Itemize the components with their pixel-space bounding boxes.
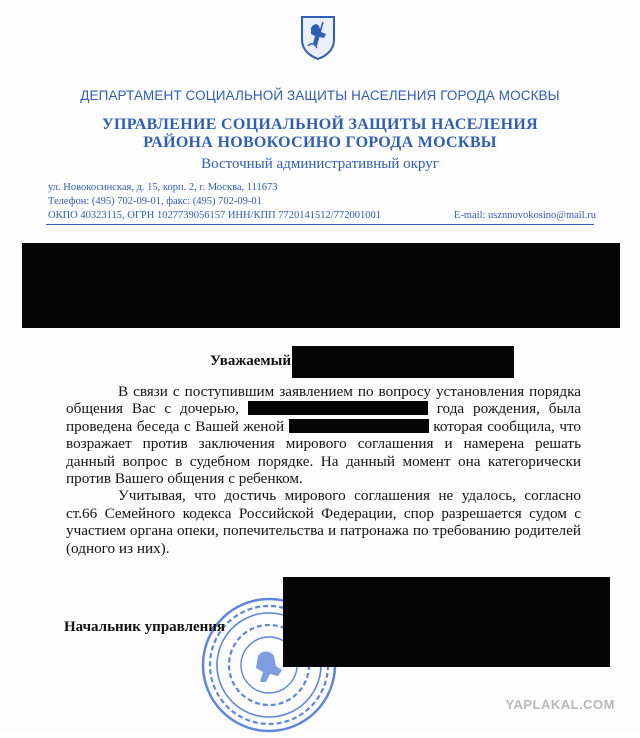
moscow-coat-of-arms-icon	[299, 14, 337, 60]
directorate-name-line1: УПРАВЛЕНИЕ СОЦИАЛЬНОЙ ЗАЩИТЫ НАСЕЛЕНИЯ	[101, 116, 539, 133]
paragraph-1-part-c: которая сообщила, что возражает против заключения мирового соглашения и намерена решать данный вопрос в судебном порядке. На данный момент она категорически против Вашего общения с ребенком.	[66, 417, 582, 488]
redacted-signer-name	[283, 577, 610, 667]
phone-line: Телефон: (495) 702-09-01, факс: (495) 702-09-01	[48, 196, 262, 207]
paragraph-1-part-a: В связи с поступившим заявлением по вопросу установления порядка общения Вас с дочерью,	[66, 383, 581, 418]
email-line: E-mail: usznnovokosino@mail.ru	[453, 210, 596, 221]
district-name: Восточный административный округ	[201, 156, 439, 172]
registry-line: ОКПО 40323115, ОГРН 1027739056157 ИНН/КПП 7720141512/772001001	[48, 210, 381, 221]
redacted-inline	[248, 401, 428, 415]
paragraph-1	[66, 383, 581, 487]
redacted-inline	[289, 419, 429, 433]
signer-title: Начальник управления	[64, 619, 226, 635]
site-watermark: YAPLAKAL.COM	[505, 697, 615, 712]
letter-body	[66, 383, 581, 557]
redacted-recipient-block	[22, 243, 620, 328]
directorate-name-line2: РАЙОНА НОВОКОСИНО ГОРОДА МОСКВЫ	[143, 134, 497, 151]
address-line: ул. Новокосинская, д. 15, корп. 2, г. Москва, 111673	[48, 182, 278, 193]
greeting: Уважаемый	[210, 353, 291, 369]
department-name: ДЕПАРТАМЕНТ СОЦИАЛЬНОЙ ЗАЩИТЫ НАСЕЛЕНИЯ ГОРОДА МОСКВЫ	[80, 88, 560, 103]
redacted-recipient-name	[292, 346, 514, 378]
paragraph-2: Учитывая, что достичь мирового соглашения не удалось, согласно ст.66 Семейного кодекса Российской Федерации, спор разрешается судом с участием органа опеки, попечительства и патронажа по требованию родителей (одного из них).	[66, 487, 581, 557]
letterhead-divider	[46, 224, 594, 225]
paragraph-1-part-b: года рождения, была проведена беседа с Вашей женой	[66, 400, 581, 435]
